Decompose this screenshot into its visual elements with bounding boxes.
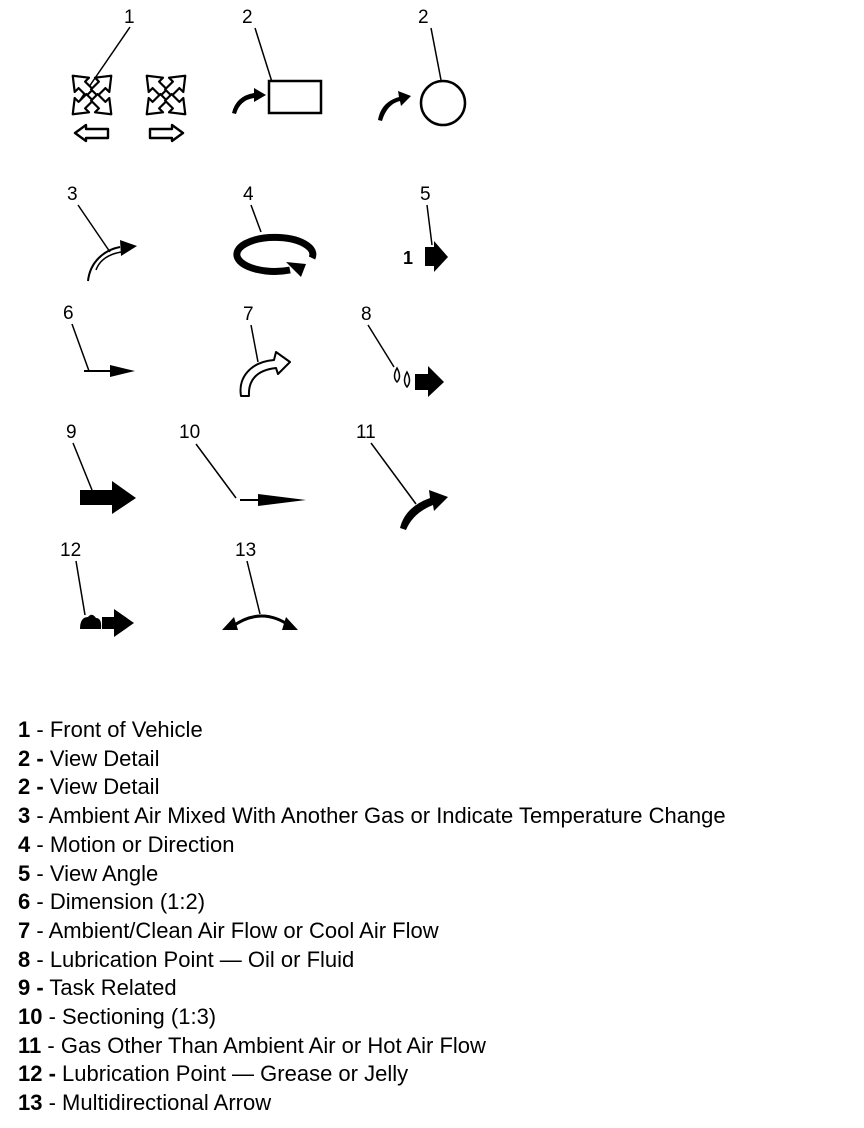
hot-air-arrow-icon [400,490,448,530]
legend-item: 2 - View Detail [18,774,160,800]
legend-item: 11 - Gas Other Than Ambient Air or Hot Air Flow [18,1032,486,1058]
callout-1: 1 [124,7,135,28]
legend-item: 13 - Multidirectional Arrow [18,1090,272,1116]
detail-rectangle-icon [269,81,321,113]
legend-item: 4 - Motion or Direction [18,831,235,857]
oil-lubrication-symbol [361,304,444,397]
motion-direction-symbol [237,184,313,277]
callout-2b: 2 [418,7,429,28]
view-detail-rectangle-symbol [232,7,321,114]
legend-item: 12 - Lubrication Point — Grease or Jelly [18,1061,409,1087]
front-of-vehicle-arrows-left-icon [66,69,119,122]
legend-item: 1 - Front of Vehicle [18,717,203,742]
mixed-air-symbol [67,184,137,281]
task-arrow-icon [80,481,136,514]
callout-8: 8 [361,304,372,325]
clean-air-flow-symbol [241,304,290,396]
legend-item: 2 - View Detail [18,745,160,771]
view-angle-label: 1 [403,248,414,268]
detail-circle-icon [421,81,465,125]
legend-item: 9 - Task Related [18,975,177,1001]
legend-item: 3 - Ambient Air Mixed With Another Gas or Indicate Temperature Change [18,803,726,829]
curved-arrow-icon [232,88,266,114]
callout-12: 12 [60,540,82,561]
dimension-symbol [63,303,135,377]
hot-air-flow-symbol [356,422,448,530]
callout-9: 9 [66,422,77,443]
front-of-vehicle-arrows-right-icon [140,69,193,122]
callout-13: 13 [235,540,257,561]
legend-item: 6 - Dimension (1:2) [18,889,206,915]
callout-5: 5 [420,184,431,205]
hollow-curved-arrow-icon [241,352,290,396]
legend-item: 10 - Sectioning (1:3) [18,1004,217,1030]
sectioning-symbol [179,422,306,506]
left-arrow-icon [75,125,108,141]
legend [18,716,726,1118]
right-arrow-icon [150,125,183,141]
double-arrow-icon [233,616,290,626]
oil-arrow-icon [415,366,444,397]
task-related-symbol [66,422,136,514]
front-of-vehicle-symbol [66,7,193,141]
oil-drop-icon [395,368,400,382]
legend-item: 8 - Lubrication Point — Oil or Fluid [18,946,355,972]
view-angle-symbol [403,184,448,272]
legend-item: 5 - View Angle [18,860,159,886]
oil-drop-icon [405,372,410,387]
grease-blob-icon [80,615,101,629]
callout-4: 4 [243,184,254,205]
callout-7: 7 [243,304,254,325]
grease-lubrication-symbol [60,540,134,637]
callout-2a: 2 [242,7,253,28]
multidirectional-arrow-symbol [222,540,298,630]
view-angle-arrow-icon [425,241,448,272]
callout-3: 3 [67,184,78,205]
grease-arrow-icon [102,609,134,637]
mixed-air-arrow-icon [88,247,120,281]
view-detail-circle-symbol [378,7,465,125]
callout-11: 11 [356,422,376,443]
callout-10: 10 [179,422,201,443]
callout-6: 6 [63,303,74,324]
curved-arrow-icon [378,91,411,121]
legend-item: 7 - Ambient/Clean Air Flow or Cool Air Flow [18,917,439,943]
